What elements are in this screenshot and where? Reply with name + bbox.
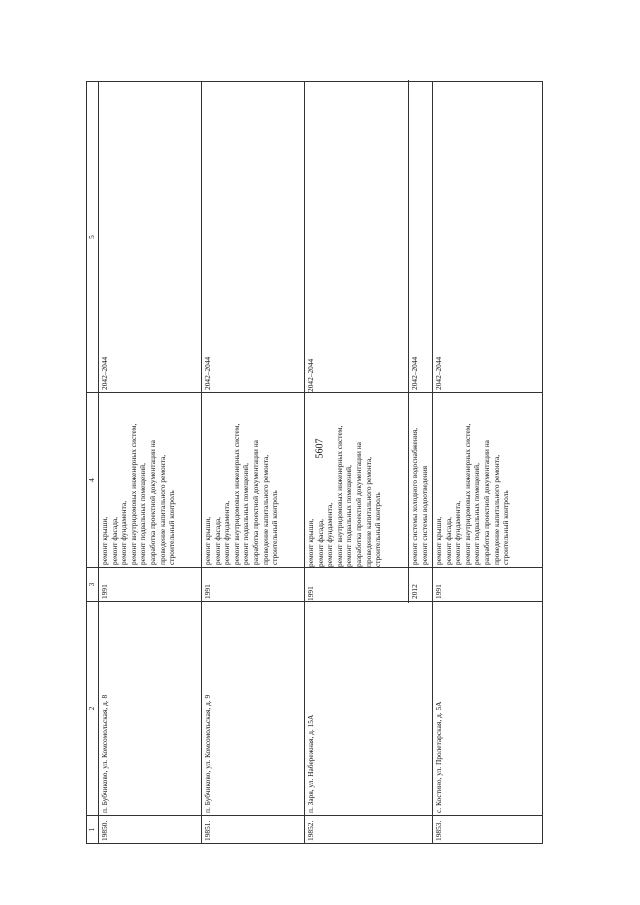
row-number: 19852. <box>305 816 433 844</box>
work-item: ремонт подвальных помещений, <box>138 463 148 565</box>
work-item: ремонт крыши, <box>434 516 443 565</box>
work-item: проведение капитального ремонта, <box>491 454 501 565</box>
year-sub: 2012 <box>410 584 419 599</box>
works-cell <box>99 393 202 568</box>
header-cell: 2 <box>87 602 99 816</box>
works-cell <box>202 393 305 568</box>
table-row <box>305 82 433 844</box>
works-cell <box>305 393 433 568</box>
work-item: ремонт крыши, <box>306 518 315 567</box>
work-item: ремонт системы холодного водоснабжения, <box>410 428 419 565</box>
work-item: ремонт фасада, <box>109 517 119 565</box>
work-item: ремонт системы водоотведения <box>419 465 429 565</box>
period-cell: 2042–2044 <box>433 82 543 393</box>
address-cell: п. Бубчиково, ул. Комсомольская, д. 8 <box>99 602 202 816</box>
work-item: ремонт крыши, <box>100 516 109 565</box>
work-item: ремонт фундамента, <box>325 502 335 567</box>
year-cell <box>305 568 433 602</box>
work-item: ремонт фундамента, <box>119 500 129 565</box>
header-cell: 4 <box>87 393 99 568</box>
work-item: проведение капитального ремонта, <box>260 454 270 565</box>
header-cell: 3 <box>87 568 99 602</box>
header-cell: 5 <box>87 82 99 393</box>
work-item: строительный контроль <box>501 490 511 565</box>
work-item: ремонт фасада, <box>315 519 325 567</box>
work-item: строительный контроль <box>270 490 280 565</box>
table-row <box>202 82 305 844</box>
row-number: 19853. <box>433 816 543 844</box>
work-item: ремонт внутридомовых инженерных систем, <box>128 423 138 565</box>
work-item: ремонт подвальных помещений, <box>241 463 251 565</box>
works-cell <box>433 393 543 568</box>
year-cell: 1991 <box>433 568 543 602</box>
year-cell: 1991 <box>202 568 305 602</box>
work-item: ремонт внутридомовых инженерных систем, <box>334 425 344 567</box>
work-item: ремонт фасада, <box>443 517 453 565</box>
work-item: разработка проектной документации на <box>481 440 491 565</box>
work-item: ремонт фундамента, <box>222 500 232 565</box>
rotated-table-container <box>86 82 532 844</box>
period-cell: 2042–2044 <box>202 82 305 393</box>
repair-schedule-table <box>86 81 543 844</box>
page-number: 5607 <box>314 438 326 459</box>
work-item: ремонт внутридомовых инженерных систем, <box>462 423 472 565</box>
header-row <box>87 82 99 844</box>
work-item: ремонт крыши, <box>203 516 212 565</box>
work-item: проведение капитального ремонта, <box>363 456 373 567</box>
work-item: ремонт подвальных помещений, <box>344 465 354 567</box>
address-cell: п. Заря, ул. Набережная, д. 15А <box>305 602 433 816</box>
row-number: 19851. <box>202 816 305 844</box>
work-item: ремонт внутридомовых инженерных систем, <box>231 423 241 565</box>
table-row <box>433 82 543 844</box>
work-item: разработка проектной документации на <box>147 440 157 565</box>
work-item: строительный контроль <box>167 490 177 565</box>
address-cell: п. Бубчиково, ул. Комсомольская, д. 9 <box>202 602 305 816</box>
year-main: 1991 <box>305 566 409 603</box>
year-cell: 1991 <box>99 568 202 602</box>
work-item: ремонт подвальных помещений, <box>472 463 482 565</box>
work-item: ремонт фундамента, <box>453 500 463 565</box>
work-item: строительный контроль <box>373 492 383 567</box>
period-cell <box>305 82 433 393</box>
work-item: ремонт фасада, <box>212 517 222 565</box>
period-main: 2042–2044 <box>305 80 409 394</box>
row-number: 19850. <box>99 816 202 844</box>
period-sub: 2042–2044 <box>410 356 419 390</box>
header-cell: 1 <box>87 816 99 844</box>
work-item: разработка проектной документации на <box>250 440 260 565</box>
work-item: проведение капитального ремонта, <box>157 454 167 565</box>
address-cell: с. Костино, ул. Пролетарская, д. 5А <box>433 602 543 816</box>
work-item: разработка проектной документации на <box>353 442 363 567</box>
table-row <box>99 82 202 844</box>
period-cell: 2042–2044 <box>99 82 202 393</box>
